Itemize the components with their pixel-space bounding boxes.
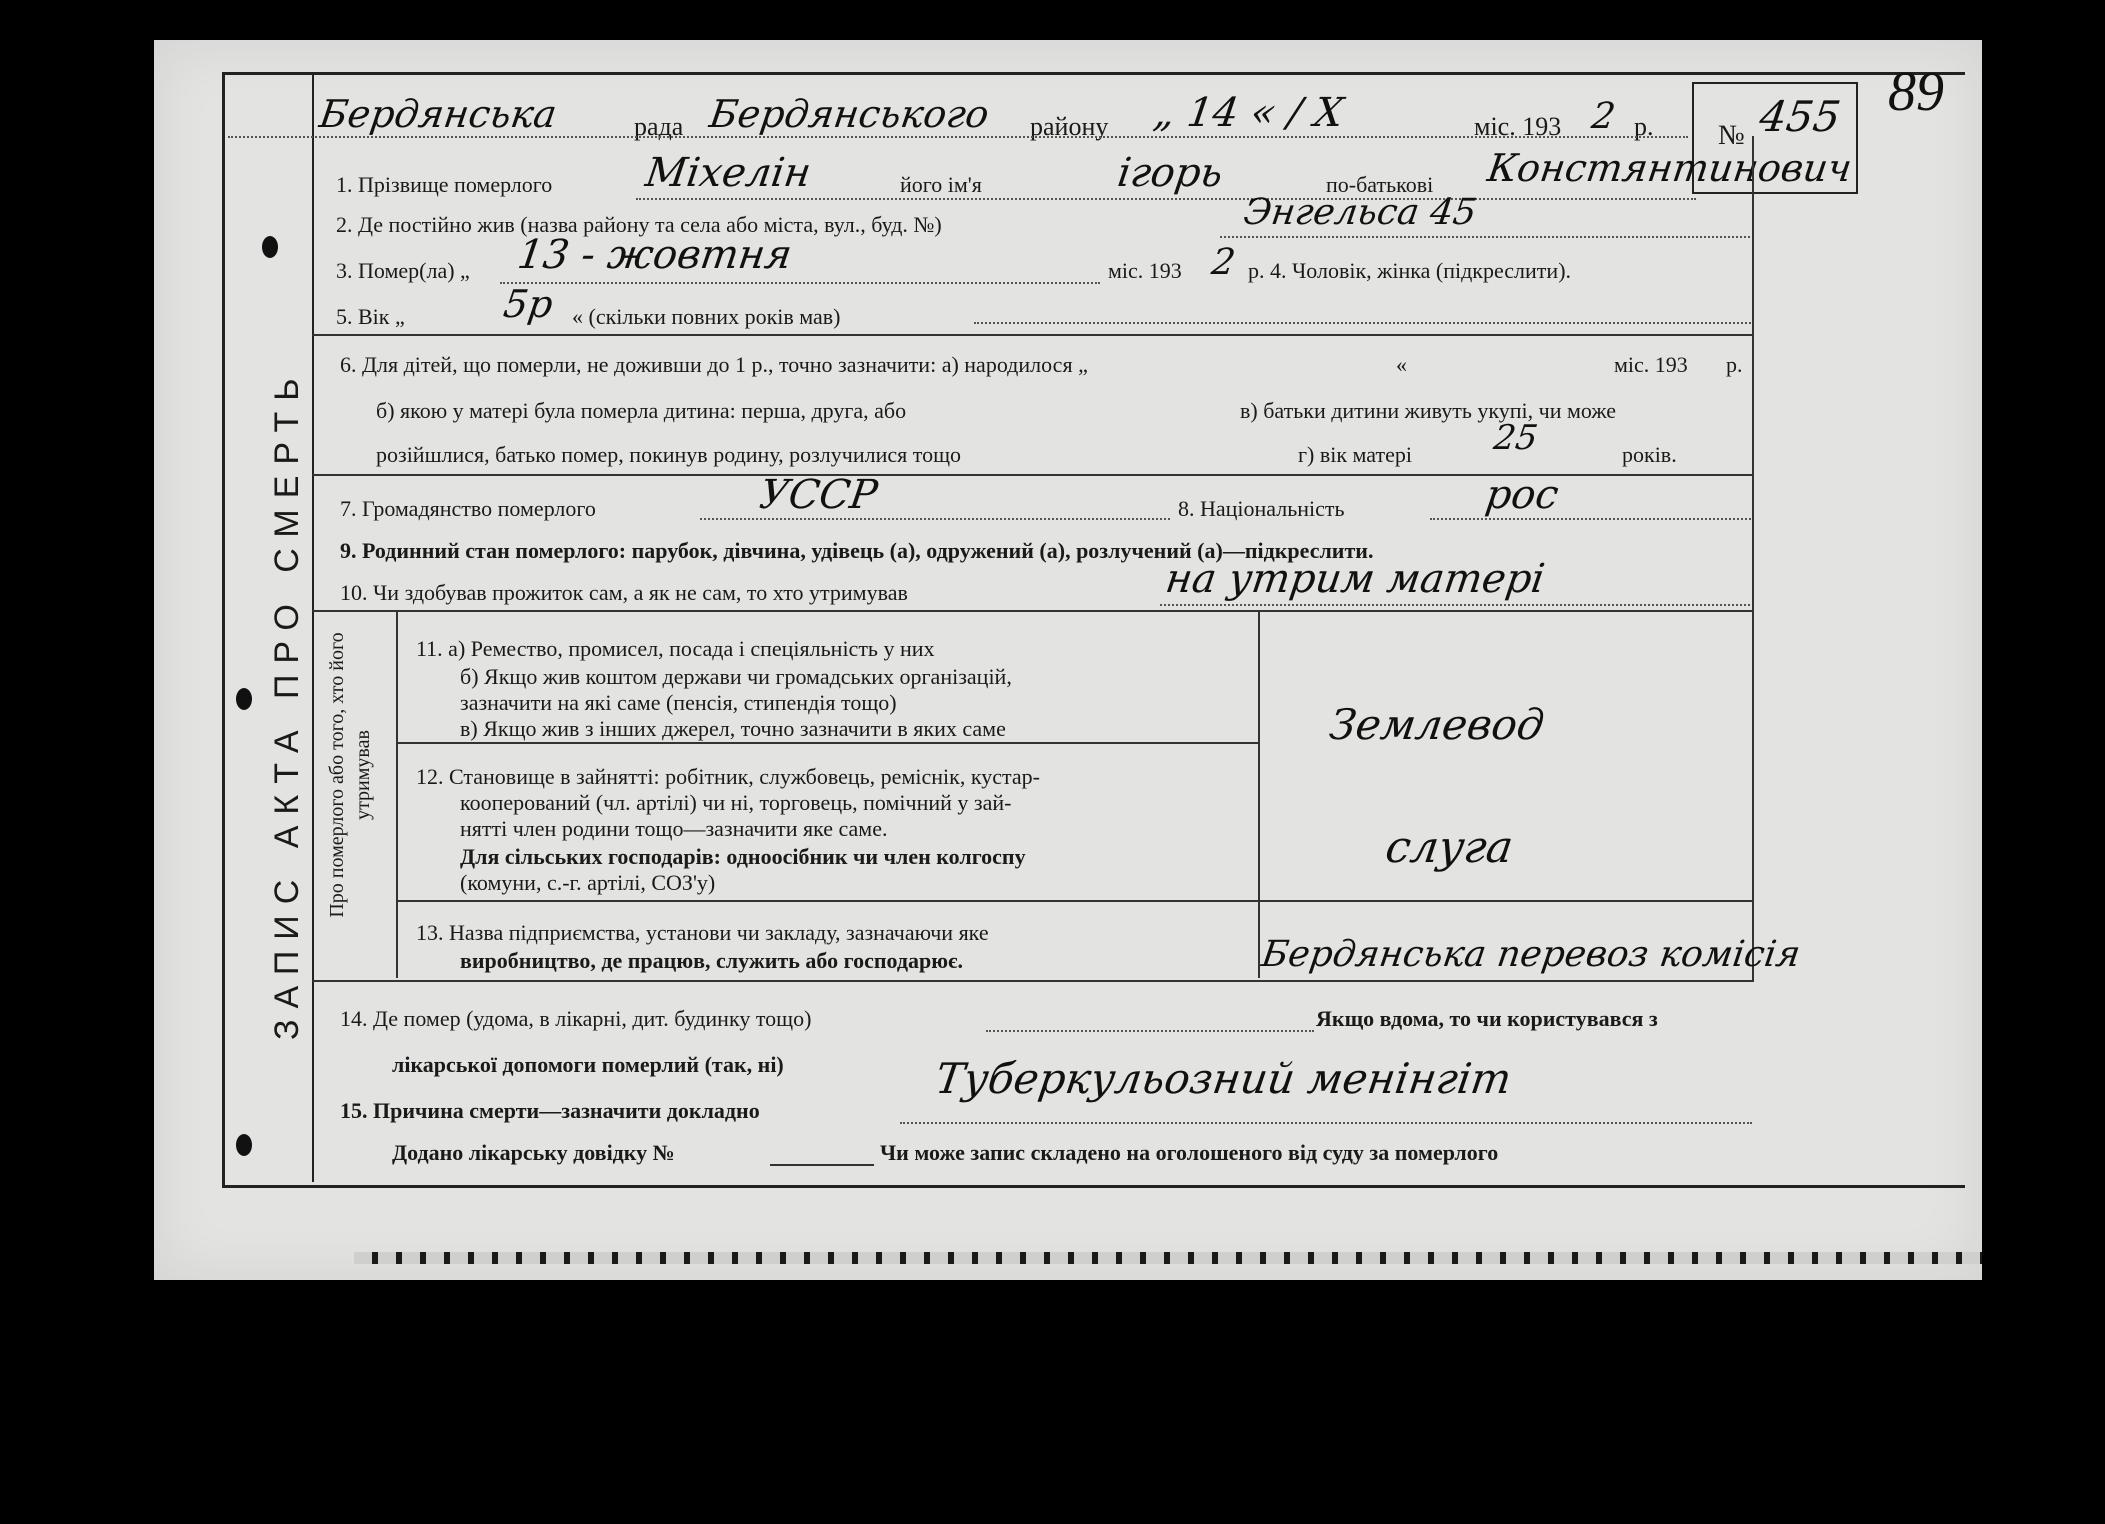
died-month-label: міс. 193 [1108, 258, 1182, 283]
workplace-b: виробництво, де працюв, служить або господарює. [460, 948, 964, 973]
sex-label: р. 4. Чоловік, жінка (підкреслити). [1248, 258, 1572, 283]
age-note: « (скільки повних років мав) [572, 304, 841, 329]
employment-value: слуга [1382, 822, 1517, 873]
selrada-value: Бердянська [316, 92, 560, 136]
year-label: р. [1634, 112, 1654, 141]
row-divider [396, 900, 1752, 902]
name-value: ігорь [1114, 150, 1226, 196]
residence-label: 2. Де постійно жив (назва району та села або міста, вул., буд. №) [336, 212, 942, 237]
patronymic-value: Констянтинович [1484, 146, 1855, 190]
children-label-v: в) батьки дитини живуть укупі, чи може [1240, 398, 1617, 423]
raion-label: району [1030, 112, 1109, 141]
died-label: 3. Помер(ла) „ [336, 258, 470, 283]
mother-age-value: 25 [1491, 418, 1541, 458]
right-border [1752, 136, 1754, 982]
section-divider [312, 334, 1754, 336]
certificate-label: Додано лікарську довідку № [392, 1140, 675, 1165]
place-of-death-label: 14. Де помер (удома, в лікарні, дит. будинку тощо) [340, 1006, 812, 1031]
children-label-a: 6. Для дітей, що померли, не доживши до 1 р., точно зазначити: а) народилося „ [340, 352, 1088, 377]
nationality-label: 8. Національність [1178, 496, 1345, 521]
row-rule [1220, 236, 1754, 238]
record-number-value: 455 [1756, 92, 1844, 141]
workplace-value: Бердянська перевоз комісія [1259, 934, 1803, 975]
support-value: на утрим матері [1162, 556, 1548, 602]
occupation-value: Землевод [1326, 700, 1548, 749]
row-rule [1430, 518, 1754, 520]
age-label: 5. Вік „ [336, 304, 405, 329]
employment-d: Для сільських господарів: одноосібник чи член колгоспу [460, 844, 1026, 869]
archive-page-number: 89 [1888, 61, 1944, 123]
torn-edge [354, 1252, 1982, 1264]
year-value: 2 [1589, 96, 1618, 137]
employment-c: нятті член родини тощо—зазначити яке саме. [460, 816, 888, 841]
binding-hole-mark [262, 236, 278, 258]
name-label: його ім'я [900, 172, 982, 197]
children-label-c: розійшлися, батько помер, покинув родину, розлучилися тощо [376, 442, 962, 467]
header-rule [228, 136, 1688, 138]
row-rule [700, 518, 1170, 520]
section-divider [312, 980, 1754, 982]
support-label: 10. Чи здобував прожиток сам, а як не сам, то хто утримував [340, 580, 908, 605]
occupation-c: в) Якщо жив з інших джерел, точно зазначити в яких саме [460, 716, 1006, 741]
month-label: міс. 193 [1474, 112, 1562, 141]
occupation-a: 11. а) Ремество, промисел, посада і спеціяльність у них [416, 636, 935, 661]
court-record-label: Чи може запис складено на оголошеного від суду за померлого [880, 1140, 1499, 1165]
children-quote: « [1396, 352, 1407, 377]
surname-value: Міхелін [642, 150, 814, 196]
row-rule [636, 198, 1696, 200]
died-value: 13 - жовтня [514, 232, 795, 278]
occupation-side-title: Про померлого або того, хто його утримував [326, 632, 374, 918]
citizenship-value: УССР [756, 472, 881, 518]
row-rule [500, 282, 1100, 284]
binding-hole-mark [236, 1134, 252, 1156]
number-label: № [1718, 120, 1745, 151]
children-month-label: міс. 193 [1614, 352, 1688, 377]
rada-label: рада [634, 112, 684, 141]
age-value: 5р [500, 282, 556, 326]
cause-label: 15. Причина смерти—зазначити докладно [340, 1098, 760, 1123]
patronymic-label: по-батькові [1326, 172, 1434, 197]
surname-label: 1. Прізвище померлого [336, 172, 553, 197]
mother-age-unit: років. [1622, 442, 1677, 467]
medical-help-label: лікарської допомоги померлий (так, ні) [392, 1052, 784, 1077]
side-title: ЗАПИС АКТА ПРО СМЕРТЬ [268, 367, 306, 1040]
occupation-b: б) Якщо жив коштом держави чи громадських організацій, [460, 664, 1012, 689]
children-label-b: б) якою у матері була померла дитина: перша, друга, або [376, 398, 907, 423]
children-year-label: р. [1726, 352, 1743, 377]
row-rule [986, 1030, 1314, 1032]
row-rule [770, 1164, 874, 1166]
mother-age-label: г) вік матері [1298, 442, 1412, 467]
row-rule [974, 322, 1754, 324]
raion-value: Бердянського [706, 92, 992, 136]
value-column-divider [1258, 610, 1260, 978]
row-rule [900, 1122, 1752, 1124]
employment-b: кооперований (чл. артілі) чи ні, торговець, помічний у зай- [460, 790, 1012, 815]
section-divider [312, 610, 1754, 612]
employment-e: (комуни, с.-г. артілі, СОЗ'у) [460, 870, 716, 895]
citizenship-label: 7. Громадянство померлого [340, 496, 596, 521]
workplace-a: 13. Назва підприємства, установи чи закладу, зазначаючи яке [416, 920, 989, 945]
nationality-value: рос [1482, 472, 1562, 518]
cause-value: Туберкульозний менінгіт [932, 1054, 1515, 1103]
date-value: „ 14 « / Х [1150, 90, 1347, 136]
binding-hole-mark [236, 688, 252, 710]
home-help-label: Якщо вдома, то чи користувався з [1316, 1006, 1658, 1031]
marital-label: 9. Родинний стан померлого: парубок, дівчина, удівець (а), одружений (а), розлучений (а)—підкреслити. [340, 538, 1374, 563]
employment-a: 12. Становище в зайнятті: робітник, службовець, реміснік, кустар- [416, 764, 1040, 789]
row-rule [1160, 604, 1754, 606]
row-divider [396, 742, 1258, 744]
residence-value: Энгельса 45 [1241, 192, 1480, 233]
occupation-b2: зазначити на які саме (пенсія, стипендія тощо) [460, 690, 897, 715]
died-year-value: 2 [1209, 242, 1238, 283]
